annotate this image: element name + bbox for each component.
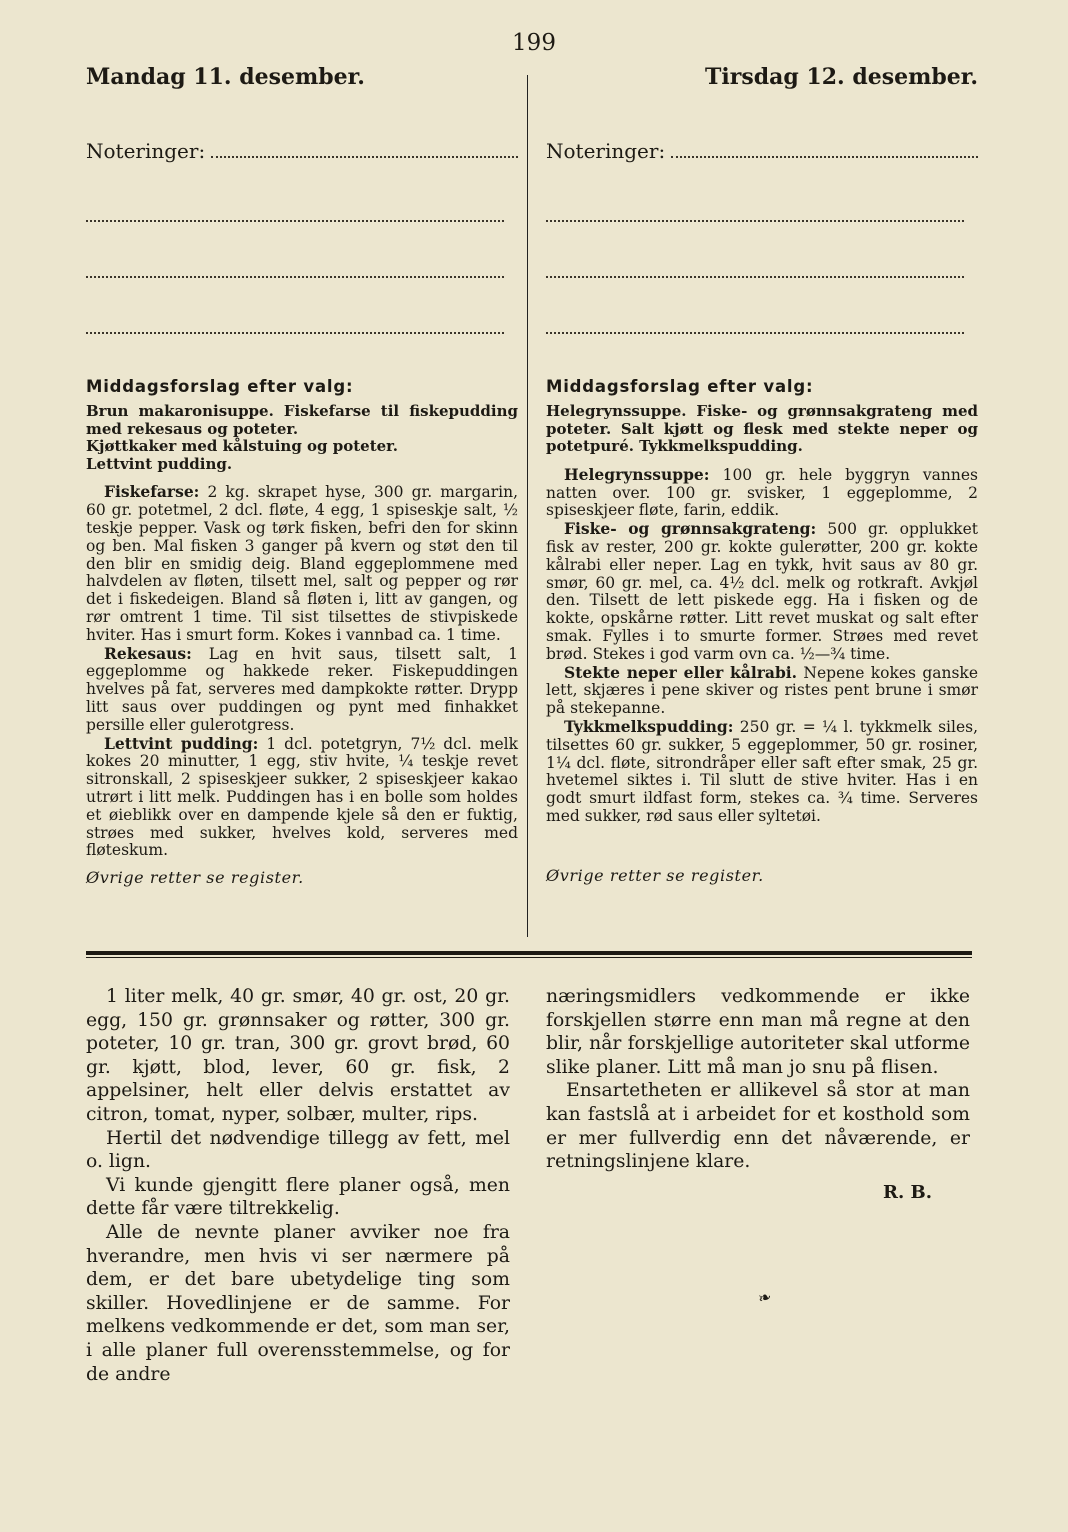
recipe-text: 100 gr. hele byggryn vannes natten over. 100 gr. svisker, 1 eggeplomme, 2 spiseskjeer fløte, farin, eddik. — [546, 465, 978, 520]
day-heading-tuesday: Tirsdag 12. desember. — [705, 64, 978, 90]
recipe-label: Rekesaus: — [104, 643, 192, 663]
dotted-line — [211, 156, 518, 158]
dotted-line — [546, 278, 964, 334]
menu-line: Helegrynssuppe. Fiske- og grønnsakgrateng med poteter. Salt kjøtt og flesk med stekte neper og potetpuré. Tykkmelkspudding. — [546, 402, 978, 456]
article-paragraph: næringsmidlers vedkommende er ikke forskjellen større enn man må regne at den blir, når forskjellige autoriteter skal utforme slike planer. Litt må man jo snu på flisen. — [546, 986, 970, 1078]
recipe-paragraph — [546, 664, 978, 718]
recipe-text: 2 kg. skrapet hyse, 300 gr. margarin, 60 gr. potetmel, 2 dcl. fløte, 4 egg, 1 spiseskje salt, ½ teskje pepper. Vask og tørk fisken, befri den for skinn og ben. Mal fisken 3 ganger på kvern og støt den til den blir en smidig deig. Bland eggeplommene med halvdelen av fløten, tilsett mel, salt og pepper og rør det i fiskedeigen. Bland så fløten i, litt av gangen, og rør omtrent 1 time. Til sist tilsettes de stivpiskede hviter. Has i smurt form. Kokes i vannbad ca. 1 time. — [86, 483, 518, 644]
recipe-paragraph — [86, 645, 518, 735]
dotted-line — [671, 156, 978, 158]
notes-area-tuesday — [546, 136, 978, 352]
recipe-text: 1 dcl. potetgryn, 7½ dcl. melk kokes 20 minutter, 1 egg, stiv hvite, ¼ teskje revet sitronskall, 2 spiseskjeer sukker, 2 spiseskjeer kakao utrørt i litt melk. Puddingen has i en bolle som holdes et øieblikk over en dampende kjele så den er fuktig, strøes med sukker, hvelves kold, serveres med fløteskum. — [86, 734, 518, 860]
dotted-line — [86, 166, 504, 222]
article-paragraph: Ensartetheten er allikevel så stor at man kan fastslå at i arbeidet for et kosthold som er mer fullverdig enn det nåværende, er retningslinjene klare. — [546, 1080, 970, 1173]
column-divider — [527, 75, 528, 937]
recipe-text: 250 gr. = ¼ l. tykkmelk siles, tilsettes 60 gr. sukker, 5 eggeplommer, 50 gr. rosiner, 1¼ dcl. fløte, sitrondråper eller saft efter smak, 25 gr. hvetemel siktes i. Til slutt de stive hviter. Has i en godt smurt ildfast form, stekes ca. ¾ time. Serveres med sukker, rød saus eller syltetøi. — [546, 717, 978, 825]
recipe-paragraph — [86, 483, 518, 644]
menu-line: Brun makaronisuppe. Fiskefarse til fiskepudding med rekesaus og poteter. — [86, 402, 518, 438]
section-divider — [86, 957, 972, 958]
recipe-paragraph — [86, 735, 518, 861]
dinner-suggestions-heading: Middagsforslag efter valg: — [86, 377, 354, 396]
recipe-label: Fiskefarse: — [104, 482, 200, 502]
menu-line: Lettvint pudding. — [86, 454, 233, 473]
section-divider — [86, 951, 972, 955]
notes-label: Noteringer: — [86, 139, 206, 163]
recipe-text: Lag en hvit saus, tilsett salt, 1 eggeplomme og hakkede reker. Fiskepuddingen hvelves på fat, serveres med dampkokte røtter. Drypp litt saus over puddingen og pynt med finhakket persille eller gulerotgress. — [86, 644, 518, 734]
monday-column — [86, 62, 518, 887]
more-dishes-note: Øvrige retter se register. — [546, 865, 764, 885]
article-column-right — [546, 985, 970, 1203]
article-paragraph: 1 liter melk, 40 gr. smør, 40 gr. ost, 20 gr. egg, 150 gr. grønnsaker og røtter, 300 gr. poteter, 10 gr. tran, 300 gr. grovt brød, 60 gr. kjøtt, blod, lever, 60 gr. fisk, 2 appelsiner, helt eller delvis erstattet av citron, tomat, nyper, solbær, multer, rips. — [86, 986, 510, 1125]
article-paragraph: Hertil det nødvendige tillegg av fett, mel o. lign. — [86, 1127, 510, 1173]
recipe-paragraph — [546, 466, 978, 520]
article-paragraph: Vi kunde gjengitt flere planer også, men dette får være tiltrekkelig. — [86, 1174, 510, 1220]
dotted-line — [546, 166, 964, 222]
tuesday-column — [546, 62, 978, 885]
recipe-text: Nepene kokes ganske lett, skjæres i pene skiver og ristes pent brune i smør på stekepanne. — [546, 663, 978, 718]
page-number: 199 — [512, 30, 556, 56]
notes-label: Noteringer: — [546, 139, 666, 163]
notes-area-monday — [86, 136, 518, 352]
recipe-paragraph — [546, 718, 978, 826]
recipe-label: Tykkmelkspudding: — [564, 716, 734, 736]
day-heading-monday: Mandag 11. desember. — [86, 64, 365, 90]
recipe-label: Lettvint pudding: — [104, 733, 259, 753]
article-column-left — [86, 985, 510, 1386]
recipe-text: 500 gr. opplukket fisk av rester, 200 gr. kokte gulerøtter, 200 gr. kokte kålrabi eller neper. Lag en tykk, hvit saus av 80 gr. smør, 60 gr. mel, ca. 4½ dcl. melk og rotkraft. Avkjøl den. Tilsett de lett piskede egg. Ha i fisken og de kokte, opskårne røtter. Litt revet muskat og salt efter smak. Fylles i to smurte former. Strøes med revet brød. Stekes i god varm ovn ca. ½—¾ time. — [546, 520, 978, 663]
dotted-line — [546, 222, 964, 278]
recipe-label: Stekte neper eller kålrabi. — [564, 662, 798, 682]
recipe-paragraph — [546, 520, 978, 663]
menu-line: Kjøttkaker med kålstuing og poteter. — [86, 437, 398, 456]
dinner-suggestions-heading: Middagsforslag efter valg: — [546, 377, 814, 396]
recipe-label: Fiske- og grønnsakgrateng: — [564, 519, 817, 539]
author-signature: R. B. — [883, 1181, 932, 1203]
article-paragraph: Alle de nevnte planer avviker noe fra hverandre, men hvis vi ser nærmere på dem, er det bare ubetydelige ting som skiller. Hovedlinjene er de samme. For melkens vedkommende er det, som man ser, i alle planer full overensstemmelse, og for de andre — [86, 1221, 510, 1385]
more-dishes-note: Øvrige retter se register. — [86, 868, 304, 888]
ornament-icon: ❧ — [755, 1286, 774, 1309]
dotted-line — [86, 222, 504, 278]
dotted-line — [86, 278, 504, 334]
recipe-label: Helegrynssuppe: — [564, 464, 710, 484]
